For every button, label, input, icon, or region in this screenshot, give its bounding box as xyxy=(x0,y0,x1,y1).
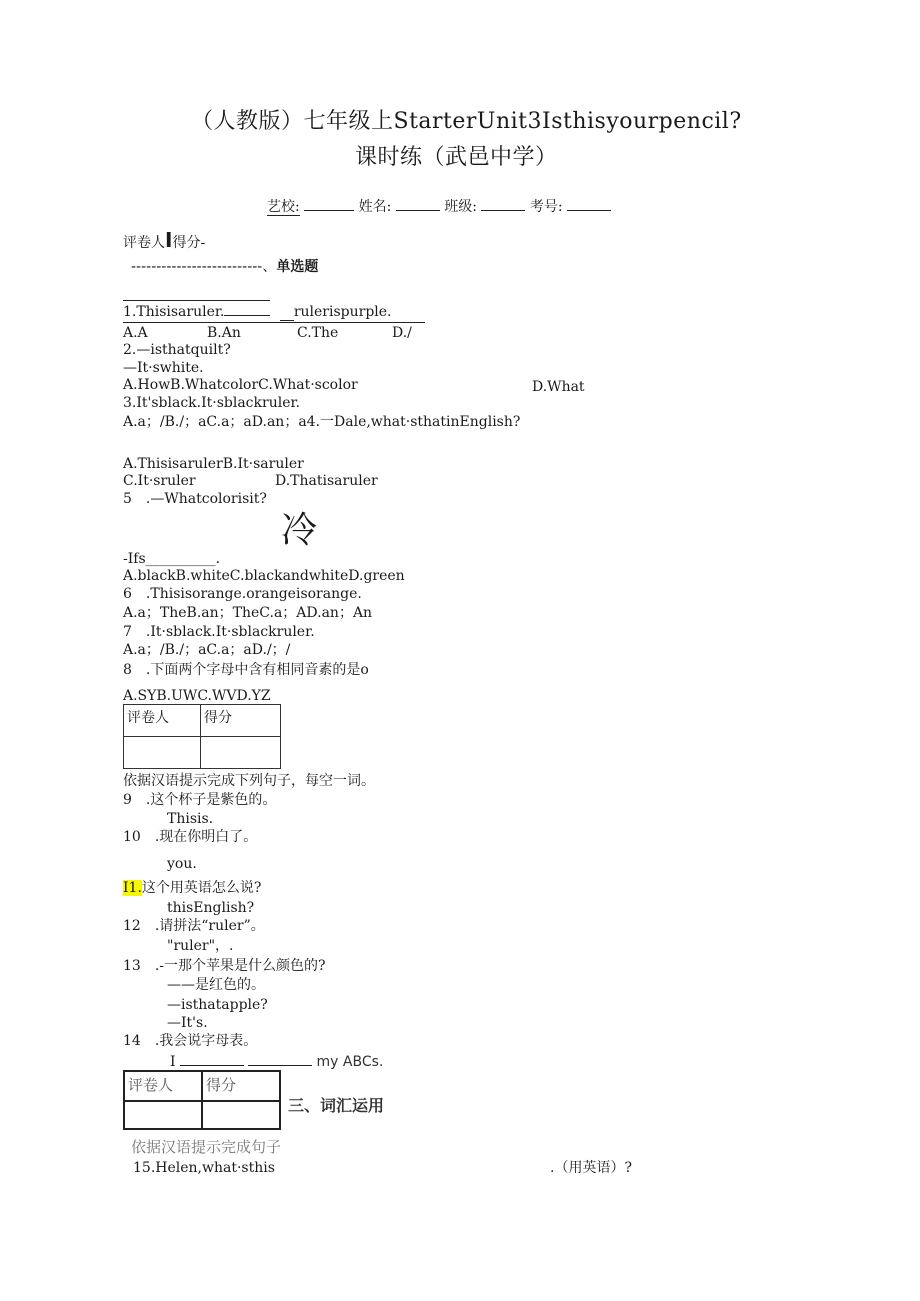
school-blank[interactable] xyxy=(304,210,354,211)
question-10 xyxy=(123,829,257,845)
question-6-number: 6 xyxy=(123,586,132,602)
question-5 xyxy=(123,491,267,507)
question-10-number: 10 xyxy=(123,829,141,845)
question-1-blank[interactable] xyxy=(224,315,270,316)
question-2-options[interactable]: A.HowB.WhatcolorC.What·scolor xyxy=(123,377,358,393)
question-7-number: 7 xyxy=(123,624,132,640)
question-15-tail: .（用英语）? xyxy=(550,1160,632,1176)
question-12-text: .请拼法“ruler”。 xyxy=(154,918,265,934)
question-1-blank-2 xyxy=(280,304,293,321)
question-14-number: 14 xyxy=(123,1033,141,1049)
question-7-options[interactable]: A.a；/B./；aC.a；aD./；/ xyxy=(123,642,291,658)
rule-line xyxy=(123,300,270,301)
name-label: 姓名: xyxy=(358,199,392,215)
question-14 xyxy=(123,1033,257,1049)
section-heading-dashes: --------------------------、 xyxy=(131,259,277,275)
page-title: （人教版）七年级上StarterUnit3Isthisyourpencil? xyxy=(191,109,742,134)
grader-cell[interactable] xyxy=(124,1101,202,1129)
question-5-number: 5 xyxy=(123,491,132,507)
question-14-text: .我会说字母表。 xyxy=(154,1033,258,1049)
question-7 xyxy=(123,624,315,640)
question-2: 2.—isthatquilt? xyxy=(123,342,231,358)
question-6 xyxy=(123,586,362,602)
question-11-answer[interactable]: thisEnglish? xyxy=(167,900,255,916)
question-12-answer[interactable]: "ruler"，. xyxy=(167,938,234,954)
number-blank[interactable] xyxy=(567,210,611,211)
question-11-number-highlight: I1. xyxy=(123,880,142,896)
question-7-text: .It·sblack.It·sblackruler. xyxy=(145,624,315,640)
question-13-number: 13 xyxy=(123,958,141,974)
question-14-blank-1[interactable] xyxy=(180,1065,244,1066)
question-9-number: 9 xyxy=(123,792,132,808)
name-blank[interactable] xyxy=(396,210,440,211)
grader-score-line xyxy=(123,228,206,252)
grader-label: 评卷人 xyxy=(123,235,165,251)
question-3-options-question-4[interactable]: A.a；/B./；aC.a；aD.an；a4.一Dale,what·sthatinEnglish? xyxy=(123,414,521,430)
question-14-end: my ABCs. xyxy=(316,1054,384,1070)
question-12-number: 12 xyxy=(123,918,141,934)
score-label: 得分- xyxy=(172,235,206,251)
rule-line xyxy=(123,322,425,323)
question-4-option-d[interactable]: D.Thatisaruler xyxy=(275,473,378,489)
section-heading-title: 单选题 xyxy=(276,259,319,275)
section-3-instruction: 依据汉语提示完成句子 xyxy=(131,1138,282,1156)
option-a[interactable]: A.A xyxy=(123,325,148,341)
page-subtitle: 课时练（武邑中学） xyxy=(355,145,558,170)
question-4-options-ab[interactable]: A.ThisisarulerB.It·saruler xyxy=(123,456,304,472)
score-cell[interactable] xyxy=(201,737,281,769)
question-14-blank-2[interactable] xyxy=(248,1065,312,1066)
option-c[interactable]: C.The xyxy=(297,325,339,341)
question-13-text: .-一那个苹果是什么颜色的? xyxy=(154,958,326,974)
question-10-answer[interactable]: you. xyxy=(167,856,197,872)
question-2-answer: —It·swhite. xyxy=(123,360,204,376)
question-13 xyxy=(123,958,326,974)
section-3-heading: 三、词汇运用 xyxy=(288,1096,385,1115)
score-cell[interactable] xyxy=(202,1101,280,1129)
grader-mark: I xyxy=(165,228,173,252)
question-3: 3.It'sblack.It·sblackruler. xyxy=(123,395,301,411)
question-5-answer: -Ifs__________. xyxy=(123,551,221,567)
class-blank[interactable] xyxy=(481,210,525,211)
score-table xyxy=(123,704,281,769)
section-heading xyxy=(131,259,318,275)
question-2-option-d[interactable]: D.What xyxy=(532,379,585,395)
question-8-text: .下面两个字母中含有相同音素的是o xyxy=(145,662,369,678)
question-13-line-b[interactable]: —isthatapple? xyxy=(167,997,268,1013)
question-9 xyxy=(123,792,276,808)
question-4-option-c[interactable]: C.It·sruler xyxy=(123,473,196,489)
question-6-text: .Thisisorange.orangeisorange. xyxy=(145,586,362,602)
question-1-text: 1.Thisisaruler. xyxy=(123,304,225,320)
number-label: 考号: xyxy=(529,199,563,215)
grader-cell[interactable] xyxy=(124,737,201,769)
question-13-line-c[interactable]: —It's. xyxy=(167,1015,208,1031)
question-11-text: 这个用英语怎么说? xyxy=(141,880,262,896)
question-6-options[interactable]: A.a；TheB.an；TheC.a；AD.an；An xyxy=(123,605,373,621)
question-9-answer[interactable]: Thisis. xyxy=(167,811,214,827)
question-5-text: .—Whatcolorisit? xyxy=(145,491,267,507)
question-12 xyxy=(123,918,265,934)
question-5-options[interactable]: A.blackB.whiteC.blackandwhiteD.green xyxy=(123,568,405,584)
question-8-number: 8 xyxy=(123,662,132,678)
question-10-text: .现在你明白了。 xyxy=(154,829,258,845)
question-13-line-a: ——是红色的。 xyxy=(167,977,265,993)
question-1 xyxy=(123,304,392,321)
option-d[interactable]: D./ xyxy=(392,325,412,341)
question-8-options[interactable]: A.SYB.UWC.WVD.YZ xyxy=(123,688,271,704)
grader-header: 评卷人 xyxy=(124,1071,202,1101)
stray-character: 冷 xyxy=(281,510,318,551)
section-instruction: 依据汉语提示完成下列句子，每空一词。 xyxy=(123,773,375,789)
score-header: 得分 xyxy=(202,1071,280,1101)
question-9-text: .这个杯子是紫色的。 xyxy=(145,792,277,808)
question-8 xyxy=(123,662,369,678)
score-header: 得分 xyxy=(201,705,281,737)
school-label: 艺校: xyxy=(267,199,300,215)
question-1-tail: rulerispurple. xyxy=(293,304,392,320)
grader-header: 评卷人 xyxy=(124,705,201,737)
question-15: 15.Helen,what·sthis xyxy=(133,1160,275,1176)
option-b[interactable]: B.An xyxy=(207,325,241,341)
student-info-line xyxy=(267,199,611,216)
class-label: 班级: xyxy=(444,199,477,215)
question-14-start: I xyxy=(170,1054,176,1070)
question-11 xyxy=(123,880,261,896)
score-table-2 xyxy=(123,1070,281,1130)
question-14-answer xyxy=(170,1054,383,1070)
